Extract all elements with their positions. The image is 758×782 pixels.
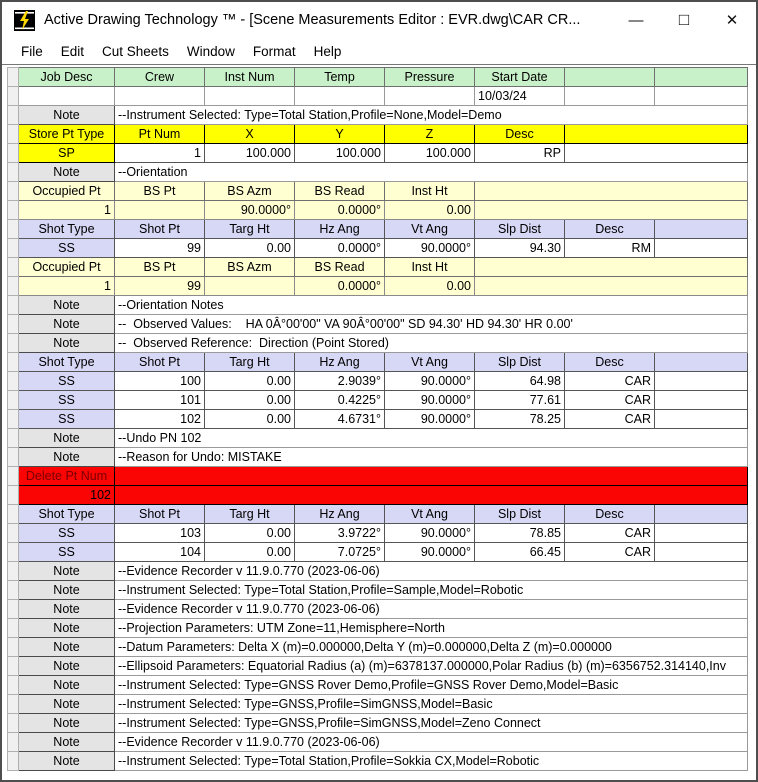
header-cell: Job Desc: [19, 68, 115, 87]
measurements-grid: [2, 64, 756, 782]
grid-row: [8, 543, 748, 562]
grid-row: [8, 524, 748, 543]
header-cell: Inst Ht: [385, 258, 475, 277]
menu-cut-sheets[interactable]: Cut Sheets: [102, 43, 169, 59]
header-cell: Occupied Pt: [19, 182, 115, 201]
row-selector[interactable]: [8, 144, 19, 163]
grid-cell[interactable]: CAR: [565, 410, 655, 429]
grid-row: [8, 68, 748, 87]
grid-cell[interactable]: 10/03/24: [475, 87, 565, 106]
grid-row: [8, 562, 748, 581]
header-cell: Hz Ang: [295, 505, 385, 524]
row-selector[interactable]: [8, 524, 19, 543]
header-cell: BS Pt: [115, 258, 205, 277]
grid-cell[interactable]: [655, 410, 748, 429]
grid-cell[interactable]: --Evidence Recorder v 11.9.0.770 (2023-06-06): [115, 562, 748, 581]
header-cell: Targ Ht: [205, 220, 295, 239]
header-cell: Vt Ang: [385, 220, 475, 239]
grid-cell[interactable]: 77.61: [475, 391, 565, 410]
header-cell: Desc: [565, 220, 655, 239]
grid-cell[interactable]: 103: [115, 524, 205, 543]
grid-cell[interactable]: 3.9722°: [295, 524, 385, 543]
row-selector[interactable]: [8, 391, 19, 410]
grid-cell[interactable]: [655, 391, 748, 410]
grid-cell[interactable]: [205, 277, 295, 296]
grid-cell[interactable]: 64.98: [475, 372, 565, 391]
grid-cell[interactable]: [475, 201, 748, 220]
grid-cell[interactable]: [655, 524, 748, 543]
header-cell: [475, 182, 748, 201]
row-selector[interactable]: [8, 429, 19, 448]
grid-row: [8, 410, 748, 429]
grid-row: [8, 353, 748, 372]
grid-cell[interactable]: SS: [19, 372, 115, 391]
note-button[interactable]: Note: [19, 581, 115, 600]
menu-file[interactable]: File: [21, 43, 43, 59]
grid-cell[interactable]: 90.0000°: [385, 543, 475, 562]
grid-cell[interactable]: SS: [19, 239, 115, 258]
grid-cell[interactable]: 104: [115, 543, 205, 562]
header-cell: [565, 125, 748, 144]
header-cell: BS Pt: [115, 182, 205, 201]
header-cell: BS Read: [295, 258, 385, 277]
grid-cell[interactable]: 0.00: [205, 524, 295, 543]
header-cell: BS Azm: [205, 182, 295, 201]
grid-cell[interactable]: CAR: [565, 543, 655, 562]
grid-cell[interactable]: 0.0000°: [295, 277, 385, 296]
grid-cell[interactable]: [205, 87, 295, 106]
header-cell: [115, 467, 748, 486]
grid-row: [8, 752, 748, 771]
grid-cell[interactable]: 0.00: [205, 239, 295, 258]
header-cell: Slp Dist: [475, 353, 565, 372]
grid-cell[interactable]: 100: [115, 372, 205, 391]
grid-row: [8, 733, 748, 752]
row-selector[interactable]: [8, 410, 19, 429]
row-selector[interactable]: [8, 353, 19, 372]
header-cell: Delete Pt Num: [19, 467, 115, 486]
row-selector[interactable]: [8, 201, 19, 220]
grid-cell[interactable]: RP: [475, 144, 565, 163]
grid-cell[interactable]: --Reason for Undo: MISTAKE: [115, 448, 748, 467]
header-cell: Shot Pt: [115, 505, 205, 524]
maximize-button[interactable]: □: [678, 10, 690, 29]
grid-cell[interactable]: 90.0000°: [385, 524, 475, 543]
note-button[interactable]: Note: [19, 334, 115, 353]
header-cell: Pt Num: [115, 125, 205, 144]
grid-cell[interactable]: --Datum Parameters: Delta X (m)=0.000000,Delta Y (m)=0.000000,Delta Z (m)=0.000000: [115, 638, 748, 657]
grid-cell[interactable]: SP: [19, 144, 115, 163]
header-cell: Shot Type: [19, 220, 115, 239]
grid-cell[interactable]: --Instrument Selected: Type=Total Station,Profile=Sample,Model=Robotic: [115, 581, 748, 600]
grid-cell[interactable]: 102: [115, 410, 205, 429]
grid-cell[interactable]: 2.9039°: [295, 372, 385, 391]
row-selector[interactable]: [8, 163, 19, 182]
note-button[interactable]: Note: [19, 562, 115, 581]
header-cell: [655, 353, 748, 372]
grid-row: [8, 619, 748, 638]
grid-cell[interactable]: --Undo PN 102: [115, 429, 748, 448]
header-cell: Inst Num: [205, 68, 295, 87]
header-cell: Temp: [295, 68, 385, 87]
header-cell: Z: [385, 125, 475, 144]
grid-row: [8, 182, 748, 201]
grid-cell[interactable]: [655, 239, 748, 258]
header-cell: Store Pt Type: [19, 125, 115, 144]
grid-cell[interactable]: 7.0725°: [295, 543, 385, 562]
row-selector[interactable]: [8, 315, 19, 334]
header-cell: Targ Ht: [205, 353, 295, 372]
row-selector[interactable]: [8, 448, 19, 467]
grid-cell[interactable]: 100.000: [295, 144, 385, 163]
note-button[interactable]: Note: [19, 600, 115, 619]
menu-format[interactable]: Format: [252, 43, 296, 59]
grid-cell[interactable]: 102: [19, 486, 115, 505]
row-selector[interactable]: [8, 619, 19, 638]
title-bar: [2, 2, 756, 38]
row-selector[interactable]: [8, 220, 19, 239]
row-selector[interactable]: [8, 372, 19, 391]
row-selector[interactable]: [8, 600, 19, 619]
grid-row: [8, 334, 748, 353]
grid-row: [8, 277, 748, 296]
note-button[interactable]: Note: [19, 638, 115, 657]
header-cell: Crew: [115, 68, 205, 87]
row-selector[interactable]: [8, 106, 19, 125]
grid-cell[interactable]: RM: [565, 239, 655, 258]
row-selector[interactable]: [8, 182, 19, 201]
grid-cell[interactable]: 0.4225°: [295, 391, 385, 410]
row-selector[interactable]: [8, 657, 19, 676]
note-button[interactable]: Note: [19, 448, 115, 467]
grid-cell[interactable]: --Orientation Notes: [115, 296, 748, 315]
grid-row: [8, 296, 748, 315]
grid-cell[interactable]: --Projection Parameters: UTM Zone=11,Hemisphere=North: [115, 619, 748, 638]
grid-cell[interactable]: -- Observed Reference: Direction (Point Stored): [115, 334, 748, 353]
grid-cell[interactable]: 90.0000°: [385, 239, 475, 258]
grid-cell[interactable]: 1: [19, 277, 115, 296]
grid-row: [8, 638, 748, 657]
grid-cell[interactable]: 0.0000°: [295, 201, 385, 220]
close-button[interactable]: ✕: [725, 12, 739, 29]
header-cell: Start Date: [475, 68, 565, 87]
header-cell: Y: [295, 125, 385, 144]
grid-cell[interactable]: 4.6731°: [295, 410, 385, 429]
grid-cell[interactable]: 0.00: [205, 372, 295, 391]
grid-cell[interactable]: SS: [19, 410, 115, 429]
menu-window[interactable]: Window: [186, 43, 235, 59]
grid-cell[interactable]: --Orientation: [115, 163, 748, 182]
note-button[interactable]: Note: [19, 714, 115, 733]
row-selector[interactable]: [8, 258, 19, 277]
grid-row: [8, 201, 748, 220]
grid-cell[interactable]: 94.30: [475, 239, 565, 258]
grid-cell[interactable]: --Instrument Selected: Type=GNSS,Profile=SimGNSS,Model=Zeno Connect: [115, 714, 748, 733]
grid-cell[interactable]: [295, 87, 385, 106]
row-selector[interactable]: [8, 87, 19, 106]
header-cell: Slp Dist: [475, 220, 565, 239]
grid-row: [8, 448, 748, 467]
header-cell: Targ Ht: [205, 505, 295, 524]
grid-cell[interactable]: 100.000: [205, 144, 295, 163]
header-cell: Inst Ht: [385, 182, 475, 201]
grid-cell[interactable]: 90.0000°: [385, 372, 475, 391]
grid-cell[interactable]: [565, 87, 655, 106]
row-selector[interactable]: [8, 676, 19, 695]
grid-cell[interactable]: CAR: [565, 524, 655, 543]
menu-help[interactable]: Help: [313, 43, 342, 59]
row-selector[interactable]: [8, 68, 19, 87]
grid-cell[interactable]: [655, 543, 748, 562]
header-cell: Shot Pt: [115, 353, 205, 372]
note-button[interactable]: Note: [19, 296, 115, 315]
grid-cell[interactable]: 66.45: [475, 543, 565, 562]
header-cell: Shot Type: [19, 505, 115, 524]
grid-cell[interactable]: [115, 87, 205, 106]
grid-cell[interactable]: [655, 372, 748, 391]
grid-cell[interactable]: 90.0000°: [385, 391, 475, 410]
grid-cell[interactable]: CAR: [565, 372, 655, 391]
row-selector[interactable]: [8, 695, 19, 714]
header-cell: Hz Ang: [295, 220, 385, 239]
grid-row: [8, 220, 748, 239]
row-selector[interactable]: [8, 277, 19, 296]
note-button[interactable]: Note: [19, 315, 115, 334]
grid-cell[interactable]: -- Observed Values: HA 0Â°00'00" VA 90Â°00'00" SD 94.30' HD 94.30' HR 0.00': [115, 315, 748, 334]
row-selector[interactable]: [8, 638, 19, 657]
grid-cell[interactable]: 1: [19, 201, 115, 220]
grid-cell[interactable]: 0.00: [385, 277, 475, 296]
header-cell: [475, 258, 748, 277]
note-button[interactable]: Note: [19, 695, 115, 714]
note-button[interactable]: Note: [19, 106, 115, 125]
header-cell: Vt Ang: [385, 505, 475, 524]
app-icon: [14, 10, 35, 31]
header-cell: Pressure: [385, 68, 475, 87]
note-button[interactable]: Note: [19, 619, 115, 638]
grid-row: [8, 676, 748, 695]
grid-row: [8, 239, 748, 258]
window-title: Active Drawing Technology ™ - [Scene Measurements Editor : EVR.dwg\CAR CR...: [44, 12, 581, 28]
grid-cell[interactable]: 0.00: [205, 391, 295, 410]
grid-row: [8, 505, 748, 524]
minimize-button[interactable]: —: [628, 11, 644, 29]
grid-cell[interactable]: --Evidence Recorder v 11.9.0.770 (2023-06-06): [115, 600, 748, 619]
note-button[interactable]: Note: [19, 676, 115, 695]
row-selector[interactable]: [8, 486, 19, 505]
header-cell: Desc: [475, 125, 565, 144]
grid-cell[interactable]: --Instrument Selected: Type=GNSS,Profile=SimGNSS,Model=Basic: [115, 695, 748, 714]
header-cell: [655, 505, 748, 524]
grid-row: [8, 391, 748, 410]
row-selector[interactable]: [8, 334, 19, 353]
row-selector[interactable]: [8, 581, 19, 600]
row-selector[interactable]: [8, 239, 19, 258]
row-selector[interactable]: [8, 505, 19, 524]
note-button[interactable]: Note: [19, 752, 115, 771]
grid-cell[interactable]: 0.00: [205, 543, 295, 562]
header-cell: Desc: [565, 353, 655, 372]
menu-edit[interactable]: Edit: [60, 43, 85, 59]
grid-cell[interactable]: 101: [115, 391, 205, 410]
grid-row: [8, 125, 748, 144]
grid-cell[interactable]: CAR: [565, 391, 655, 410]
header-cell: X: [205, 125, 295, 144]
header-cell: Shot Pt: [115, 220, 205, 239]
grid-row: [8, 106, 748, 125]
header-cell: Vt Ang: [385, 353, 475, 372]
grid-row: [8, 87, 748, 106]
grid-row: [8, 695, 748, 714]
row-selector[interactable]: [8, 733, 19, 752]
grid-cell[interactable]: --Instrument Selected: Type=Total Station,Profile=None,Model=Demo: [115, 106, 748, 125]
grid-cell[interactable]: 78.25: [475, 410, 565, 429]
note-button[interactable]: Note: [19, 429, 115, 448]
grid-cell[interactable]: SS: [19, 391, 115, 410]
grid-cell[interactable]: [565, 144, 748, 163]
row-selector[interactable]: [8, 543, 19, 562]
grid-row: [8, 372, 748, 391]
grid-cell[interactable]: SS: [19, 543, 115, 562]
grid-cell[interactable]: 0.0000°: [295, 239, 385, 258]
grid-row: [8, 315, 748, 334]
row-selector[interactable]: [8, 125, 19, 144]
header-cell: Shot Type: [19, 353, 115, 372]
grid-cell[interactable]: [115, 201, 205, 220]
scene-measurements-table: [7, 67, 748, 771]
grid-cell[interactable]: 78.85: [475, 524, 565, 543]
header-cell: Occupied Pt: [19, 258, 115, 277]
grid-cell[interactable]: 90.0000°: [385, 410, 475, 429]
menu-bar: [2, 38, 756, 64]
note-button[interactable]: Note: [19, 163, 115, 182]
note-button[interactable]: Note: [19, 733, 115, 752]
header-cell: BS Read: [295, 182, 385, 201]
header-cell: [565, 68, 655, 87]
grid-cell[interactable]: [655, 87, 748, 106]
grid-cell[interactable]: 1: [115, 144, 205, 163]
header-cell: BS Azm: [205, 258, 295, 277]
header-cell: Slp Dist: [475, 505, 565, 524]
grid-cell[interactable]: 100.000: [385, 144, 475, 163]
grid-row: [8, 144, 748, 163]
grid-cell[interactable]: --Instrument Selected: Type=Total Station,Profile=Sokkia CX,Model=Robotic: [115, 752, 748, 771]
grid-row: [8, 581, 748, 600]
grid-row: [8, 600, 748, 619]
grid-cell[interactable]: [385, 87, 475, 106]
grid-cell[interactable]: --Ellipsoid Parameters: Equatorial Radius (a) (m)=6378137.000000,Polar Radius (b) (m)=6356752.314140,Inv: [115, 657, 748, 676]
row-selector[interactable]: [8, 296, 19, 315]
row-selector[interactable]: [8, 562, 19, 581]
grid-cell[interactable]: --Instrument Selected: Type=GNSS Rover Demo,Profile=GNSS Rover Demo,Model=Basic: [115, 676, 748, 695]
grid-row: [8, 258, 748, 277]
grid-cell[interactable]: [19, 87, 115, 106]
grid-row: [8, 163, 748, 182]
grid-row: [8, 657, 748, 676]
grid-row: [8, 714, 748, 733]
row-selector[interactable]: [8, 714, 19, 733]
header-cell: Hz Ang: [295, 353, 385, 372]
header-cell: [655, 220, 748, 239]
grid-row: [8, 429, 748, 448]
grid-cell[interactable]: SS: [19, 524, 115, 543]
note-button[interactable]: Note: [19, 657, 115, 676]
header-cell: Desc: [565, 505, 655, 524]
grid-row: [8, 467, 748, 486]
row-selector[interactable]: [8, 467, 19, 486]
grid-cell[interactable]: [115, 486, 748, 505]
grid-cell[interactable]: --Evidence Recorder v 11.9.0.770 (2023-06-06): [115, 733, 748, 752]
grid-row: [8, 486, 748, 505]
grid-cell[interactable]: 90.0000°: [205, 201, 295, 220]
grid-cell[interactable]: [475, 277, 748, 296]
header-cell: [655, 68, 748, 87]
grid-cell[interactable]: 0.00: [205, 410, 295, 429]
row-selector[interactable]: [8, 752, 19, 771]
grid-cell[interactable]: 0.00: [385, 201, 475, 220]
grid-cell[interactable]: 99: [115, 277, 205, 296]
grid-cell[interactable]: 99: [115, 239, 205, 258]
